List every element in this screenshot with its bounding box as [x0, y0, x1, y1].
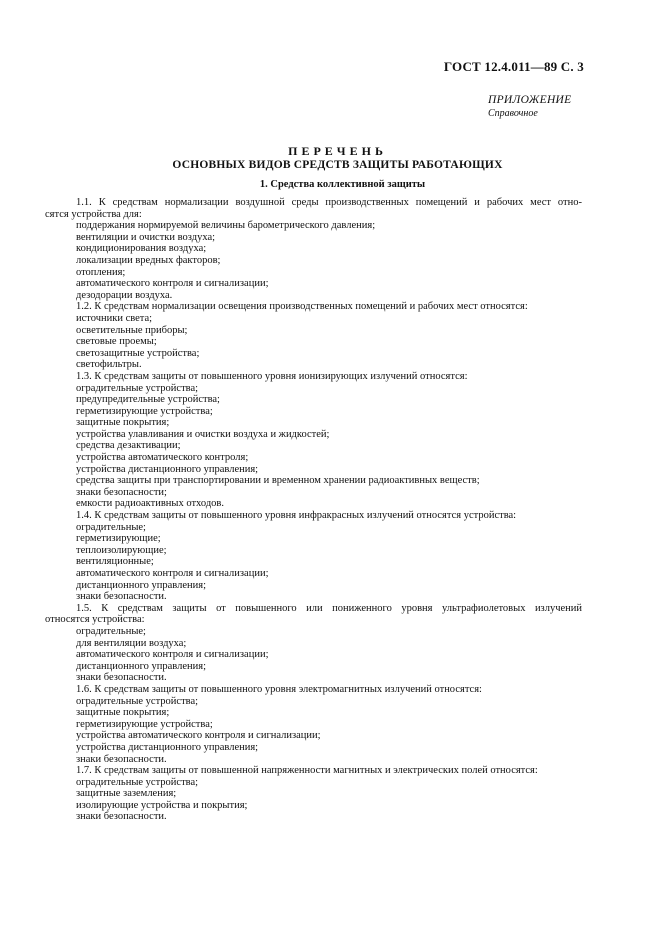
- list-item: устройства автоматического контроля и сигнализации;: [76, 730, 321, 742]
- list-item: световые проемы;: [76, 336, 157, 348]
- list-item: теплоизолирующие;: [76, 544, 167, 556]
- list-item: защитные заземления;: [76, 788, 177, 800]
- list-item: оградительные устройства;: [76, 695, 199, 707]
- standard-code: ГОСТ 12.4.011—89 С. 3: [443, 59, 584, 74]
- list-item: для вентиляции воздуха;: [76, 637, 187, 649]
- paragraph-heading: 1.1. К средствам нормализации воздушной среды производственных помещений и рабочих мест отно-: [76, 197, 582, 208]
- appendix-label: [488, 93, 571, 121]
- list-item: знаки безопасности.: [76, 672, 167, 684]
- section-heading: 1. Средства коллективной защиты: [259, 179, 426, 190]
- list-item: светофильтры.: [76, 359, 142, 371]
- list-item: устройства дистанционного управления;: [76, 741, 259, 753]
- list-item: изолирующие устройства и покрытия;: [76, 799, 248, 811]
- list-item: средства защиты при транспортировании и временном хранении радиоактивных веществ;: [76, 475, 480, 487]
- list-item: автоматического контроля и сигнализации;: [76, 649, 269, 661]
- list-item: емкости радиоактивных отходов.: [76, 498, 225, 510]
- list-item: знаки безопасности.: [76, 811, 167, 823]
- list-item: устройства улавливания и очистки воздуха и жидкостей;: [76, 428, 330, 440]
- list-item: осветительные приборы;: [76, 324, 188, 336]
- list-item: устройства автоматического контроля;: [76, 452, 249, 464]
- list-item: герметизирующие устройства;: [76, 405, 213, 417]
- list-item: автоматического контроля и сигнализации;: [76, 278, 269, 290]
- list-item: оградительные устройства;: [76, 382, 199, 394]
- paragraph-heading: 1.5. К средствам защиты от повышенного или пониженного уровня ультрафиолетовых излучений: [76, 602, 582, 614]
- list-item: кондиционирования воздуха;: [76, 243, 207, 255]
- list-item: вентиляционные;: [76, 556, 154, 568]
- paragraph-heading: 1.7. К средствам защиты от повышенной напряженности магнитных и электрических полей относятся:: [76, 765, 538, 777]
- list-item: автоматического контроля и сигнализации;: [76, 568, 269, 579]
- paragraph-heading: 1.6. К средствам защиты от повышенного уровня электромагнитных излучений относятся:: [76, 683, 482, 695]
- list-item: оградительные;: [76, 625, 146, 637]
- paragraph-heading-continuation: сятся устройства для:: [45, 208, 142, 220]
- list-item: средства дезактивации;: [76, 440, 181, 452]
- list-item: знаки безопасности.: [76, 591, 167, 603]
- paragraph-heading: 1.4. К средствам защиты от повышенного уровня инфракрасных излучений относятся устройства:: [76, 510, 517, 522]
- list-item: герметизирующие;: [76, 533, 161, 545]
- title-line-2: ОСНОВНЫХ ВИДОВ СРЕДСТВ ЗАЩИТЫ РАБОТАЮЩИХ: [172, 159, 503, 171]
- list-item: защитные покрытия;: [76, 417, 170, 429]
- list-item: вентиляции и очистки воздуха;: [76, 231, 216, 243]
- list-item: дистанционного управления;: [76, 660, 206, 672]
- list-item: оградительные;: [76, 521, 146, 533]
- paragraph-heading: 1.2. К средствам нормализации освещения производственных помещений и рабочих мест относятся:: [76, 301, 528, 313]
- appendix-title: ПРИЛОЖЕНИЕ: [488, 94, 572, 106]
- list-item: оградительные устройства;: [76, 776, 199, 788]
- list-item: отопления;: [76, 266, 126, 278]
- list-item: устройства дистанционного управления;: [76, 463, 259, 475]
- list-item: предупредительные устройства;: [76, 394, 220, 406]
- list-item: светозащитные устройства;: [76, 347, 200, 359]
- list-item: дезодорации воздуха.: [76, 289, 173, 301]
- appendix-subtitle: Справочное: [488, 108, 538, 119]
- list-item: поддержания нормируемой величины барометрического давления;: [76, 220, 376, 232]
- list-item: знаки безопасности;: [76, 486, 167, 498]
- document-body: [45, 197, 582, 823]
- document-title: [0, 144, 661, 172]
- list-item: знаки безопасности.: [76, 753, 167, 765]
- title-line-1: ПЕРЕЧЕНЬ: [288, 144, 387, 158]
- list-item: герметизирующие устройства;: [76, 718, 213, 730]
- list-item: локализации вредных факторов;: [76, 254, 221, 266]
- list-item: дистанционного управления;: [76, 579, 206, 591]
- paragraph-heading-continuation: относятся устройства:: [45, 614, 145, 626]
- list-item: защитные покрытия;: [76, 707, 170, 719]
- paragraph-heading: 1.3. К средствам защиты от повышенного уровня ионизирующих излучений относятся:: [76, 370, 468, 382]
- list-item: источники света;: [76, 312, 153, 324]
